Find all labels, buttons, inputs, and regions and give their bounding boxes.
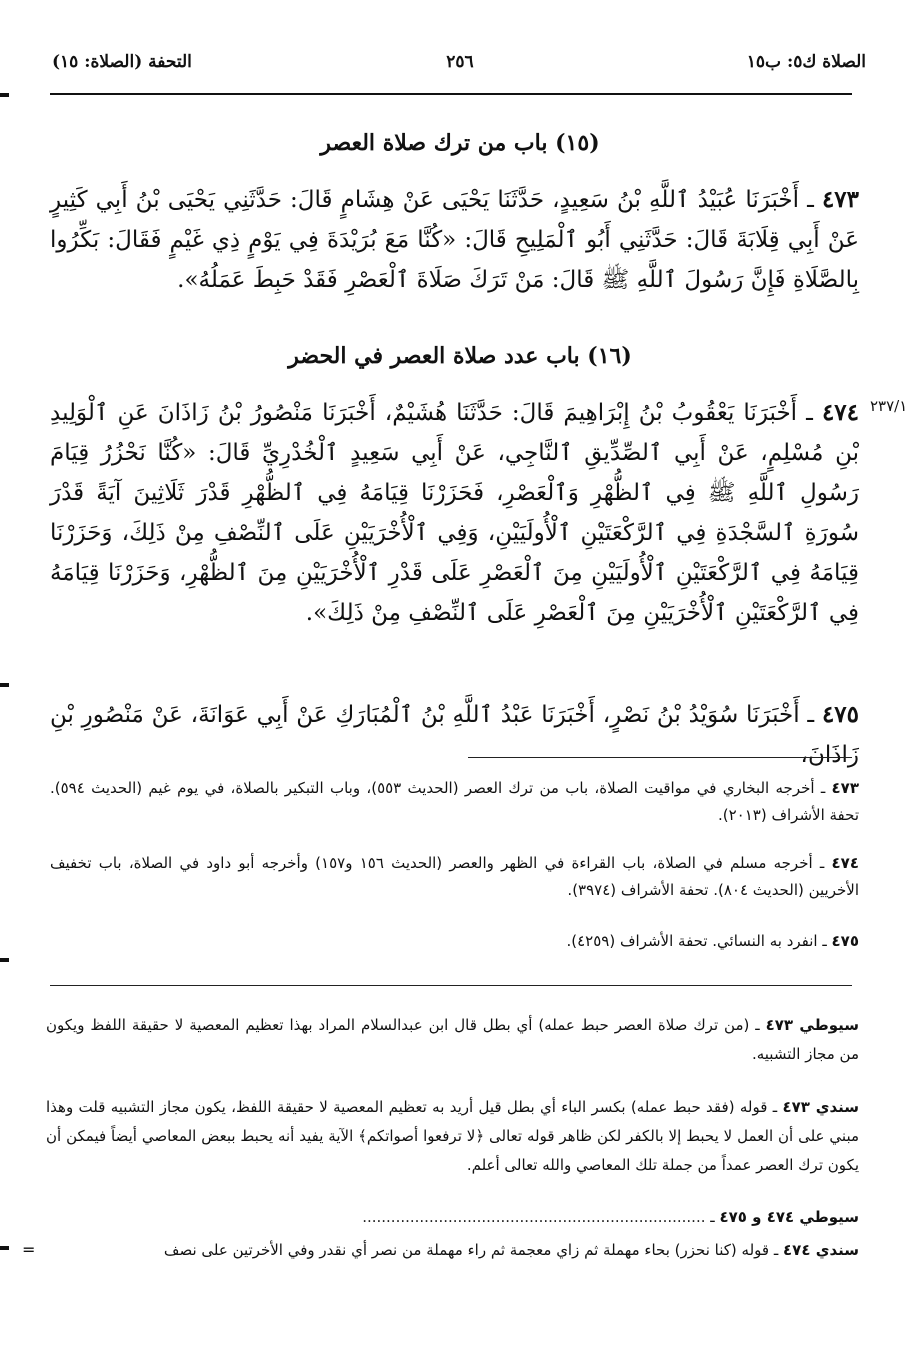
commentary-suyuti-473 xyxy=(46,1011,859,1069)
hadith-474 xyxy=(50,393,859,633)
leader-dots: ........................................................................ xyxy=(362,1208,706,1226)
footnote-text: ـ أخرجه البخاري في مواقيت الصلاة، باب من ترك العصر (الحديث ٥٥٣)، وباب التبكير بالصلاة، في يوم غيم (الحديث ٥٩٤). تحفة الأشراف (٢٠١٣). xyxy=(50,779,859,824)
footnote-text: ـ أخرجه مسلم في الصلاة، باب القراءة في الظهر والعصر (الحديث ١٥٦ و١٥٧) وأخرجه أبو داود في الصلاة، باب تخفيف الأخريين (الحديث ٨٠٤). تحفة الأشراف (٣٩٧٤). xyxy=(50,854,859,899)
hadith-number: ٤٧٣ xyxy=(821,186,860,213)
footnote-number: ٤٧٥ xyxy=(831,932,859,950)
hadith-number: ٤٧٥ xyxy=(821,701,860,728)
header-chapter-ref: الصلاة ك٥: ب١٥ xyxy=(746,52,866,72)
hadith-text: ـ أَخْبَرَنَا سُوَيْدُ بْنُ نَصْرٍ، أَخْبَرَنَا عَبْدُ ٱللَّهِ بْنُ ٱلْمُبَارَكِ عَنْ أَبِي عَوَانَةَ، عَنْ مَنْصُورِ بْنِ زَاذَانَ، xyxy=(50,702,859,768)
commentary-label: سيوطي ٤٧٤ و ٤٧٥ xyxy=(719,1208,859,1226)
commentary-label: سندي ٤٧٤ xyxy=(783,1241,859,1259)
hadith-number: ٤٧٤ xyxy=(821,399,859,426)
header-tuhfa-ref: التحفة (الصلاة: ١٥) xyxy=(52,52,192,72)
footnote-475 xyxy=(50,928,859,955)
edge-mark xyxy=(0,958,9,962)
hadith-475 xyxy=(50,695,859,775)
footnote-rule xyxy=(468,757,852,758)
edge-mark xyxy=(0,683,9,687)
edge-mark xyxy=(0,1246,9,1250)
commentary-label: سيوطي ٤٧٣ xyxy=(765,1016,859,1034)
continuation-mark: = xyxy=(22,1240,36,1259)
commentary-text: ـ قوله (كنا نحزر) بحاء مهملة ثم زاي معجمة ثم راء مهملة من نصر أي نقدر وفي الأخرتين على نصف xyxy=(163,1241,779,1259)
commentary-text: ـ xyxy=(710,1208,715,1226)
footnote-474 xyxy=(50,850,859,904)
hadith-473 xyxy=(50,180,859,300)
footnote-473 xyxy=(50,775,859,829)
edge-mark xyxy=(0,93,9,97)
commentary-label: سندي ٤٧٣ xyxy=(782,1098,859,1116)
commentary-sindi-473 xyxy=(46,1093,859,1180)
header-rule xyxy=(50,93,852,95)
commentary-text: ـ قوله (فقد حبط عمله) بكسر الباء أي بطل قيل أريد به تعظيم المعصية لا حقيقة اللفظ، يكون مجاز التشبيه قلت وهذا مبني على أن العمل لا يحبط إلا بالكفر لكن ظاهر قوله تعالى ﴿لا ترفعوا أصواتكم﴾ الآية يفيد أنه يحبط ببعض المعاصي أيضاً فيمكن أن يكون ترك العصر عمداً من جملة تلك المعاصي والله تعالى أعلم. xyxy=(46,1098,859,1174)
commentary-rule xyxy=(50,985,852,986)
hadith-text: ـ أَخْبَرَنَا عُبَيْدُ ٱللَّهِ بْنُ سَعِيدٍ، حَدَّثَنَا يَحْيَى عَنْ هِشَامٍ قَالَ: حَدَّثَنِي يَحْيَى بْنُ أَبِي كَثِيرٍ عَنْ أَبِي قِلَابَةَ قَالَ: حَدَّثَنِي أَبُو ٱلْمَلِيحِ قَالَ: «كُنَّا مَعَ بُرَيْدَةَ فِي يَوْمٍ ذِي غَيْمٍ فَقَالَ: بَكِّرُوا بِالصَّلَاةِ فَإِنَّ رَسُولَ ٱللَّهِ ﷺ قَالَ: مَنْ تَرَكَ صَلَاةَ ٱلْعَصْرِ فَقَدْ حَبِطَ عَمَلُهُ». xyxy=(50,187,859,293)
page-number: ٢٥٦ xyxy=(446,52,474,72)
hadith-text: ـ أَخْبَرَنَا يَعْقُوبُ بْنُ إِبْرَاهِيمَ قَالَ: حَدَّثَنَا هُشَيْمٌ، أَخْبَرَنَا مَنْصُورُ بْنُ زَاذَانَ عَنِ ٱلْوَلِيدِ بْنِ مُسْلِمٍ، عَنْ أَبِي ٱلصِّدِّيقِ ٱلنَّاجِي، عَنْ أَبِي سَعِيدٍ ٱلْخُدْرِيِّ قَالَ: «كُنَّا نَحْزُرُ قِيَامَ رَسُولِ ٱللَّهِ ﷺ فِي ٱلظُّهْرِ وَٱلْعَصْرِ، فَحَزَرْنَا قِيَامَهُ فِي ٱلظُّهْرِ قَدْرَ ثَلَاثِينَ آيَةً قَدْرَ سُورَةِ ٱلسَّجْدَةِ فِي ٱلرَّكْعَتَيْنِ ٱلْأُولَيَيْنِ، وَفِي ٱلْأُخْرَيَيْنِ عَلَى ٱلنِّصْفِ مِنْ ذَلِكَ، وَحَزَرْنَا قِيَامَهُ فِي ٱلرَّكْعَتَيْنِ ٱلْأُولَيَيْنِ مِنَ ٱلْعَصْرِ عَلَى قَدْرِ ٱلْأُخْرَيَيْنِ مِنَ ٱلظُّهْرِ، وَحَزَرْنَا قِيَامَهُ فِي ٱلرَّكْعَتَيْنِ ٱلْأُخْرَيَيْنِ مِنَ ٱلْعَصْرِ عَلَى ٱلنِّصْفِ مِنْ ذَلِكَ». xyxy=(50,400,859,626)
footnote-text: ـ انفرد به النسائي. تحفة الأشراف (٤٢٥٩). xyxy=(566,932,827,950)
commentary-suyuti-474-475 xyxy=(46,1203,859,1232)
footnote-number: ٤٧٤ xyxy=(831,854,859,872)
footnote-number: ٤٧٣ xyxy=(831,779,859,797)
commentary-sindi-474 xyxy=(46,1236,859,1265)
chapter-heading-15: (١٥) باب من ترك صلاة العصر xyxy=(320,130,600,156)
margin-reference: ٢٣٧/١ xyxy=(870,397,908,415)
chapter-heading-16: (١٦) باب عدد صلاة العصر في الحضر xyxy=(288,343,632,369)
commentary-text: ـ (من ترك صلاة العصر حبط عمله) أي بطل قال ابن عبدالسلام المراد بهذا تعظيم المعصية لا حقيقة اللفظ ويكون من مجاز التشبيه. xyxy=(46,1016,859,1063)
